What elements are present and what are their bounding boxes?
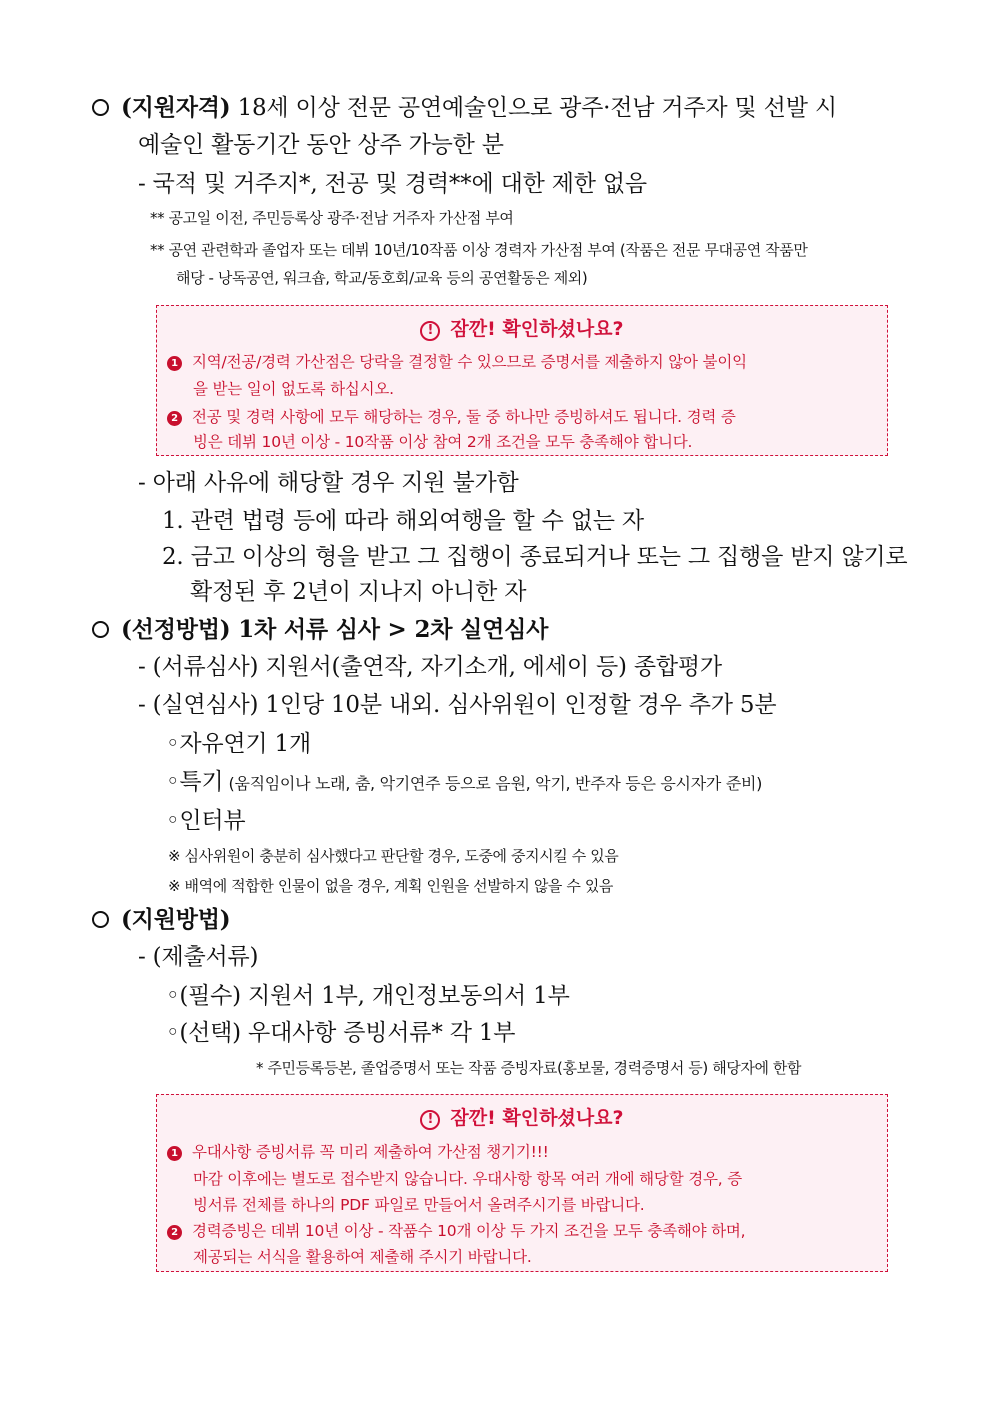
footnote-residence: ** 공고일 이전, 주민등록상 광주·전남 거주자 가산점 부여: [150, 209, 514, 227]
bullet-circle-icon: [92, 99, 109, 116]
note-early-stop: ※ 심사위원이 충분히 심사했다고 판단할 경우, 도중에 중지시킬 수 있음: [168, 847, 619, 865]
footnote-major-line1: ** 공연 관련학과 졸업자 또는 데뷔 10년/10작품 이상 경력자 가산점 부여 (작품은 전문 무대공연 작품만: [150, 241, 808, 259]
notice-item-1: 1 우대사항 증빙서류 꼭 미리 제출하여 가산점 챙기기!!!: [167, 1140, 549, 1162]
section-eligibility-heading: (지원자격): [121, 94, 231, 121]
audition-review: - (실연심사) 1인당 10분 내외. 심사위원이 인정할 경우 추가 5분: [138, 692, 777, 718]
ineligible-reason-2-line1: 2. 금고 이상의 형을 받고 그 집행이 종료되거나 또는 그 집행을 받지 않기로: [162, 544, 908, 570]
required-documents: ◦(필수) 지원서 1부, 개인정보동의서 1부: [166, 983, 570, 1009]
section-application-heading: (지원방법): [121, 906, 231, 933]
number-badge-icon: 1: [167, 1146, 182, 1161]
section-eligibility-line1: (지원자격) 18세 이상 전문 공연예술인으로 광주·전남 거주자 및 선발 시: [92, 94, 837, 123]
submission-documents: - (제출서류): [138, 944, 259, 970]
section-selection-heading: (선정방법) 1차 서류 심사 > 2차 실연심사: [121, 616, 549, 643]
section-eligibility-line2: 예술인 활동기간 동안 상주 가능한 분: [138, 132, 504, 158]
optional-documents-note: * 주민등록등본, 졸업증명서 또는 작품 증빙자료(홍보물, 경력증명서 등) 해당자에 한함: [256, 1059, 802, 1077]
number-badge-icon: 1: [167, 356, 182, 371]
notice-item-2-cont: 빙은 데뷔 10년 이상 - 10작품 이상 참여 2개 조건을 모두 충족해야 합니다.: [193, 433, 693, 451]
exclamation-circle-icon: !: [420, 1110, 440, 1130]
number-badge-icon: 2: [167, 1225, 182, 1240]
note-no-selection: ※ 배역에 적합한 인물이 없을 경우, 계획 인원을 선발하지 않을 수 있음: [168, 877, 614, 895]
notice-item-2: 2 전공 및 경력 사항에 모두 해당하는 경우, 둘 중 하나만 증빙하셔도 됩니다. 경력 증: [167, 405, 736, 427]
bullet-circle-icon: [92, 911, 109, 928]
section-application-line: [92, 906, 230, 934]
optional-documents: ◦(선택) 우대사항 증빙서류* 각 1부: [166, 1020, 516, 1046]
notice-item-2: 2 경력증빙은 데뷔 10년 이상 - 작품수 10개 이상 두 가지 조건을 모두 충족해야 하며,: [167, 1219, 745, 1241]
notice-box-documents: [156, 1094, 888, 1272]
notice-item-1-cont1: 마감 이후에는 별도로 접수받지 않습니다. 우대사항 항목 여러 개에 해당할 경우, 증: [193, 1170, 742, 1188]
notice-box-bonus-points: [156, 305, 888, 456]
exclamation-circle-icon: !: [420, 321, 440, 341]
audition-interview: ◦인터뷰: [166, 808, 246, 834]
notice-title: ! 잠깐! 확인하셨나요?: [157, 1103, 887, 1130]
bullet-circle-icon: [92, 621, 109, 638]
notice-title: ! 잠깐! 확인하셨나요?: [157, 314, 887, 341]
eligibility-no-restriction: - 국적 및 거주지*, 전공 및 경력**에 대한 제한 없음: [138, 171, 647, 197]
ineligible-heading: - 아래 사유에 해당할 경우 지원 불가함: [138, 470, 519, 496]
notice-item-2-cont: 제공되는 서식을 활용하여 제출해 주시기 바랍니다.: [193, 1248, 532, 1266]
notice-item-1-cont2: 빙서류 전체를 하나의 PDF 파일로 만들어서 올려주시기를 바랍니다.: [193, 1196, 645, 1214]
ineligible-reason-1: 1. 관련 법령 등에 따라 해외여행을 할 수 없는 자: [162, 508, 644, 534]
audition-free-acting: ◦자유연기 1개: [166, 731, 312, 757]
footnote-major-line2: 해당 - 낭독공연, 워크숍, 학교/동호회/교육 등의 공연활동은 제외): [176, 269, 588, 287]
audition-special-skill: ◦특기 (움직임이나 노래, 춤, 악기연주 등으로 음원, 악기, 반주자 등은 응시자가 준비): [166, 769, 763, 795]
number-badge-icon: 2: [167, 411, 182, 426]
section-selection-line: [92, 616, 548, 644]
document-review: - (서류심사) 지원서(출연작, 자기소개, 에세이 등) 종합평가: [138, 654, 722, 680]
notice-item-1: 1 지역/전공/경력 가산점은 당락을 결정할 수 있으므로 증명서를 제출하지 않아 불이익: [167, 350, 747, 372]
ineligible-reason-2-line2: 확정된 후 2년이 지나지 아니한 자: [190, 579, 527, 605]
notice-item-1-cont: 을 받는 일이 없도록 하십시오.: [193, 380, 394, 398]
